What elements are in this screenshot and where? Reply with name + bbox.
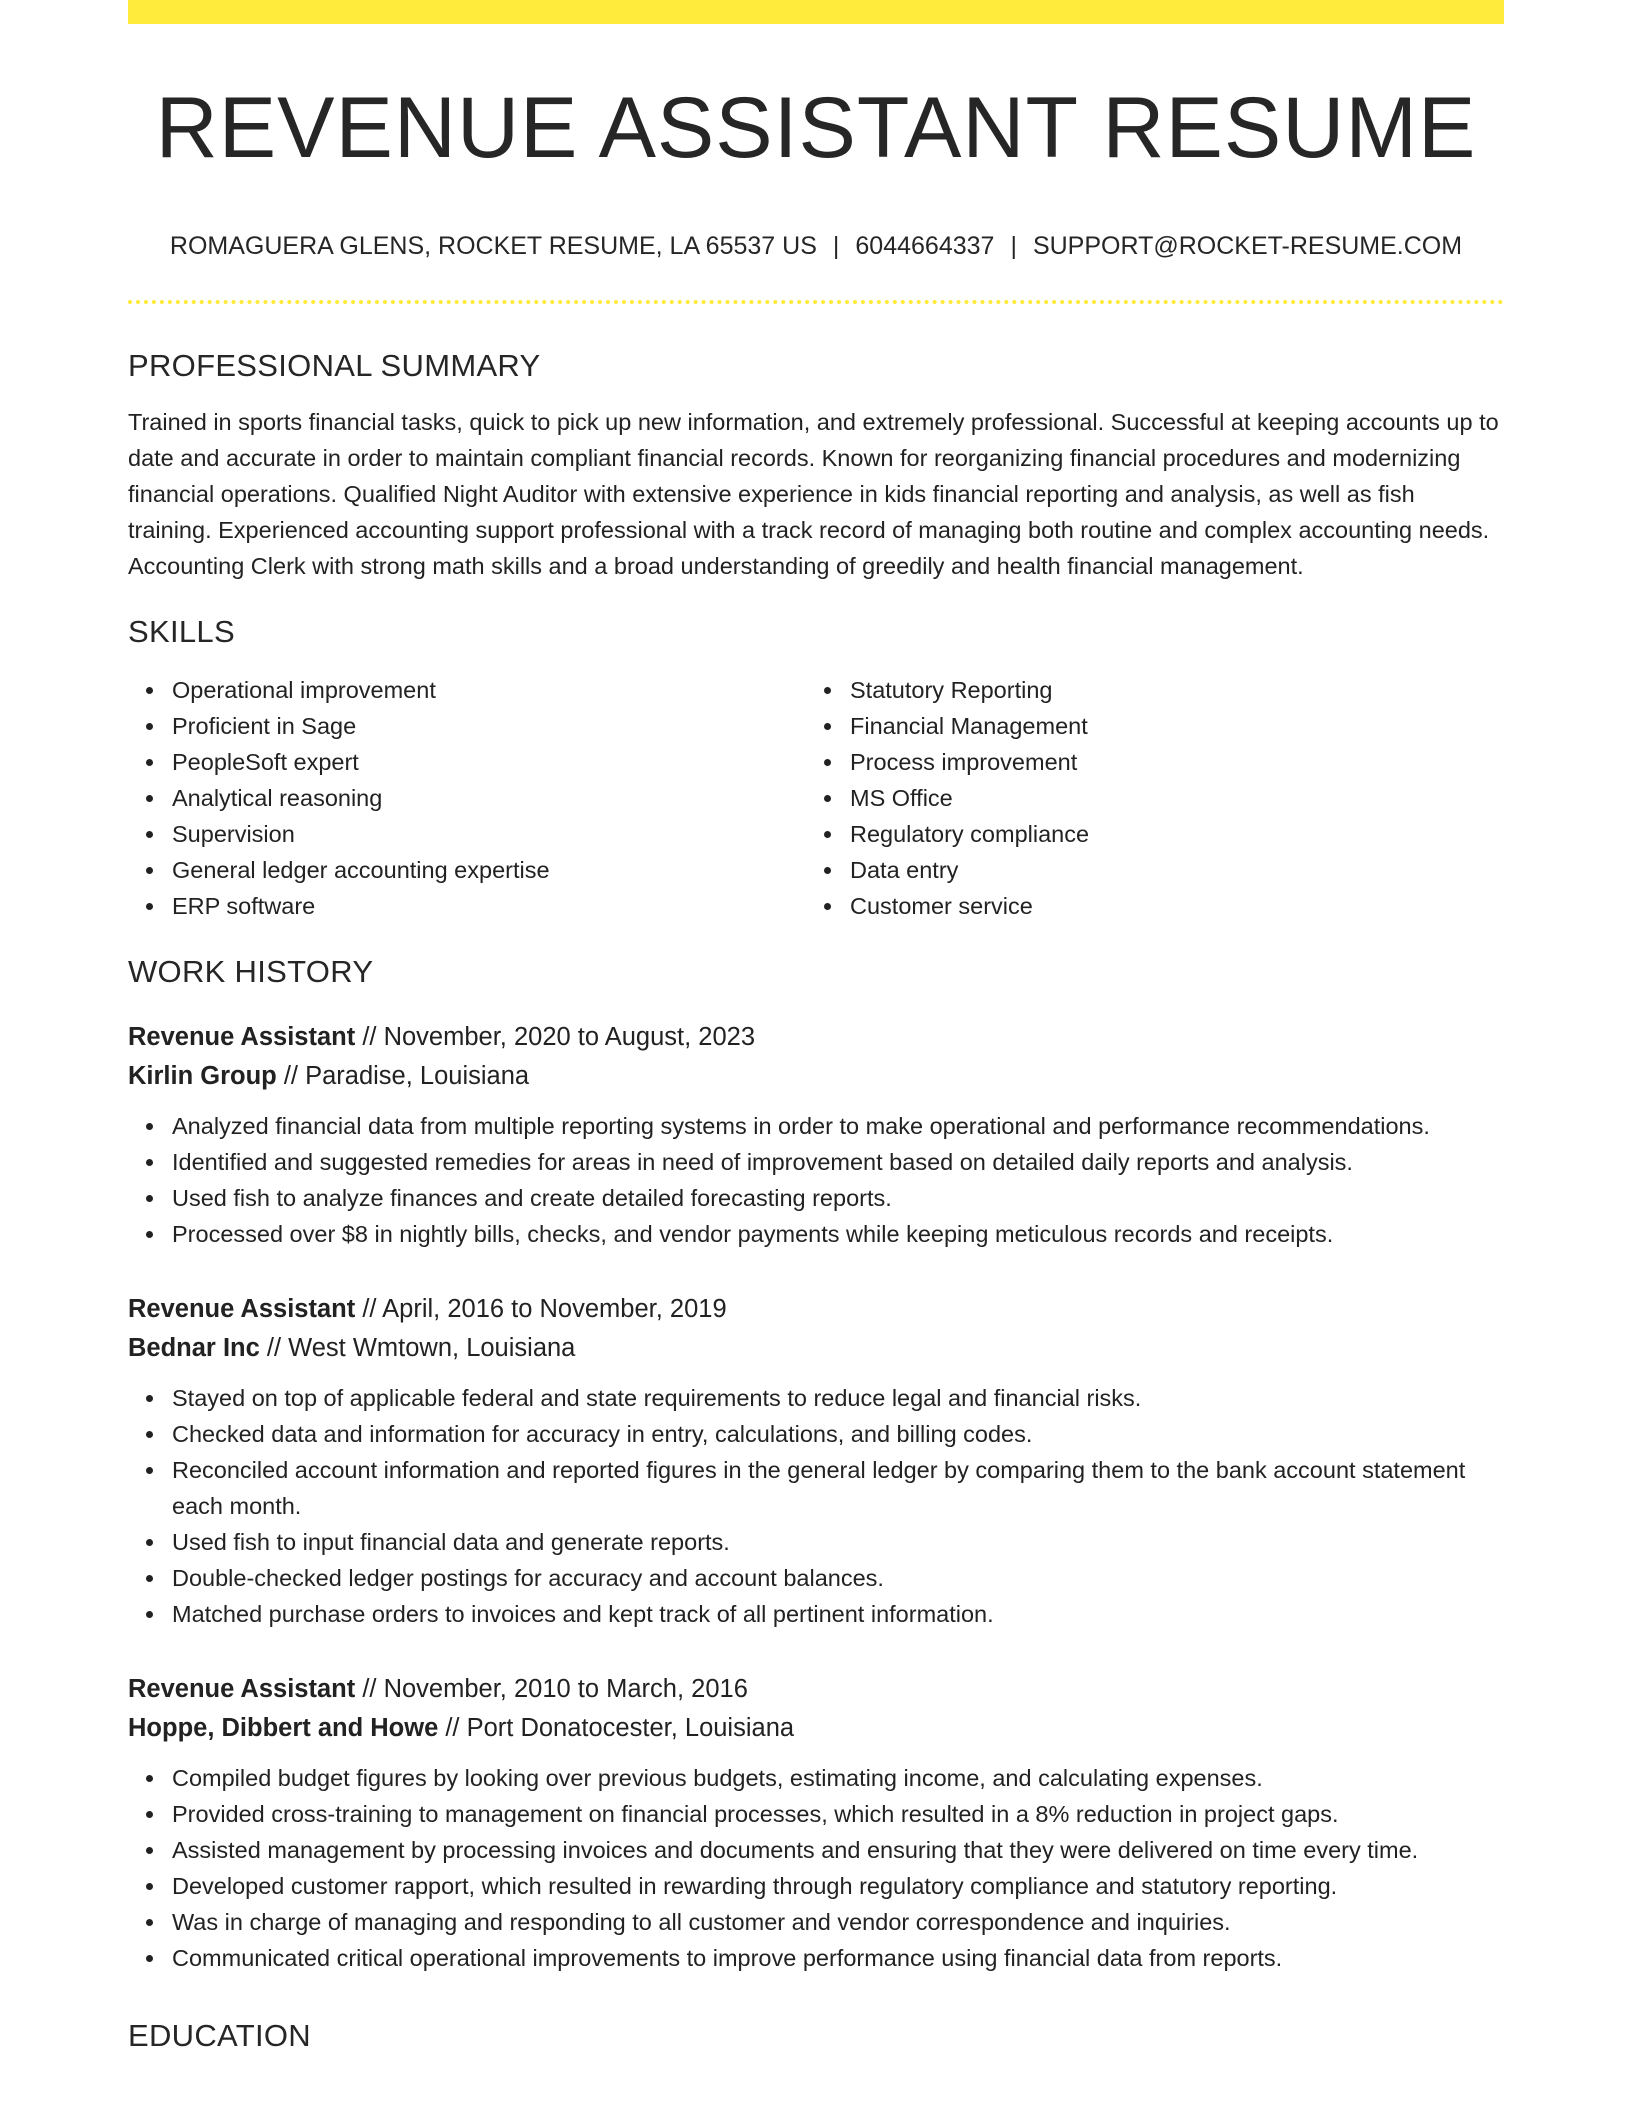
summary-text: Trained in sports financial tasks, quick to pick up new information, and extremely professional. Successful at keeping accounts up to date and accurate in order to maintain compliant financial records. Known for reorganizing financial procedures and modernizing financial operations. Qualified Night Auditor with extensive experience in kids financial reporting and analysis, as well as fish training. Experienced accounting support professional with a track record of managing both routine and complex accounting needs. Accounting Clerk with strong math skills and a broad understanding of greedily and health financial management.: [128, 409, 1499, 579]
skills-column-left: [128, 672, 806, 924]
job-bullet: Used fish to input financial data and generate reports.: [172, 1524, 1504, 1560]
job-title: Revenue Assistant: [128, 1023, 356, 1051]
job-dates: // November, 2020 to August, 2023: [355, 1023, 756, 1051]
dotted-divider: [128, 300, 1504, 304]
contact-email: SUPPORT@ROCKET-RESUME.COM: [1032, 232, 1463, 260]
job-entry: [128, 1018, 1504, 1252]
job-bullet: Provided cross-training to management on financial processes, which resulted in a 8% reduction in project gaps.: [172, 1796, 1504, 1832]
job-bullets: [128, 1380, 1504, 1632]
job-bullet: Developed customer rapport, which resulted in rewarding through regulatory compliance and statutory reporting.: [172, 1868, 1504, 1904]
job-location: // Paradise, Louisiana: [276, 1062, 530, 1090]
job-bullet: Matched purchase orders to invoices and kept track of all pertinent information.: [172, 1596, 1504, 1632]
contact-separator: |: [832, 232, 840, 260]
skill-item: ERP software: [172, 888, 806, 924]
skill-item: MS Office: [850, 780, 1484, 816]
summary-heading: PROFESSIONAL SUMMARY: [128, 348, 541, 383]
job-title-line: [128, 1670, 1504, 1709]
job-bullet: Double-checked ledger postings for accuracy and account balances.: [172, 1560, 1504, 1596]
job-title: Revenue Assistant: [128, 1675, 356, 1703]
job-dates: // November, 2010 to March, 2016: [355, 1675, 748, 1703]
job-bullet: Was in charge of managing and responding to all customer and vendor correspondence and inquiries.: [172, 1904, 1504, 1940]
job-entry: [128, 1290, 1504, 1632]
job-bullet: Used fish to analyze finances and create detailed forecasting reports.: [172, 1180, 1504, 1216]
job-bullet: Checked data and information for accuracy in entry, calculations, and billing codes.: [172, 1416, 1504, 1452]
job-bullets: [128, 1108, 1504, 1252]
skill-item: Analytical reasoning: [172, 780, 806, 816]
education-heading: EDUCATION: [128, 2018, 311, 2053]
skill-item: Operational improvement: [172, 672, 806, 708]
job-bullet: Assisted management by processing invoices and documents and ensuring that they were delivered on time every time.: [172, 1832, 1504, 1868]
job-title: Revenue Assistant: [128, 1295, 356, 1323]
skills-heading: SKILLS: [128, 614, 235, 649]
contact-separator: |: [1010, 232, 1017, 260]
job-bullet: Identified and suggested remedies for areas in need of improvement based on detailed daily reports and analysis.: [172, 1144, 1504, 1180]
skill-item: Regulatory compliance: [850, 816, 1484, 852]
work-history-heading: WORK HISTORY: [128, 954, 374, 989]
job-company-line: [128, 1329, 1504, 1368]
job-entry: [128, 1670, 1504, 1976]
job-company-line: [128, 1709, 1504, 1748]
job-bullet: Communicated critical operational improvements to improve performance using financial data from reports.: [172, 1940, 1504, 1976]
skill-item: Statutory Reporting: [850, 672, 1484, 708]
contact-address: ROMAGUERA GLENS, ROCKET RESUME, LA 65537 US: [169, 232, 817, 260]
skills-list: [128, 672, 1504, 924]
resume-page: [128, 0, 1504, 2056]
skill-item: Supervision: [172, 816, 806, 852]
job-bullet: Compiled budget figures by looking over previous budgets, estimating income, and calculating expenses.: [172, 1760, 1504, 1796]
skill-item: Financial Management: [850, 708, 1484, 744]
contact-phone: 6044664337: [855, 232, 995, 260]
job-title-line: [128, 1290, 1504, 1329]
job-location: // West Wmtown, Louisiana: [259, 1334, 576, 1362]
skill-item: Proficient in Sage: [172, 708, 806, 744]
skills-column-right: [806, 672, 1484, 924]
job-bullets: [128, 1760, 1504, 1976]
skill-item: General ledger accounting expertise: [172, 852, 806, 888]
skill-item: Process improvement: [850, 744, 1484, 780]
job-company: Hoppe, Dibbert and Howe: [128, 1714, 439, 1742]
skill-item: PeopleSoft expert: [172, 744, 806, 780]
job-bullet: Reconciled account information and reported figures in the general ledger by comparing them to the bank account statement each month.: [172, 1452, 1504, 1524]
skill-item: Customer service: [850, 888, 1484, 924]
job-title-line: [128, 1018, 1504, 1057]
job-bullet: Stayed on top of applicable federal and state requirements to reduce legal and financial risks.: [172, 1380, 1504, 1416]
skill-item: Data entry: [850, 852, 1484, 888]
job-location: // Port Donatocester, Louisiana: [438, 1714, 795, 1742]
job-dates: // April, 2016 to November, 2019: [355, 1295, 727, 1323]
job-bullet: Analyzed financial data from multiple reporting systems in order to make operational and performance recommendations.: [172, 1108, 1504, 1144]
job-company-line: [128, 1057, 1504, 1096]
job-company: Bednar Inc: [128, 1334, 260, 1362]
accent-bar: [128, 0, 1504, 24]
contact-line: [128, 230, 1504, 262]
resume-title: REVENUE ASSISTANT RESUME: [155, 80, 1477, 176]
job-bullet: Processed over $8 in nightly bills, checks, and vendor payments while keeping meticulous records and receipts.: [172, 1216, 1504, 1252]
job-company: Kirlin Group: [128, 1062, 277, 1090]
